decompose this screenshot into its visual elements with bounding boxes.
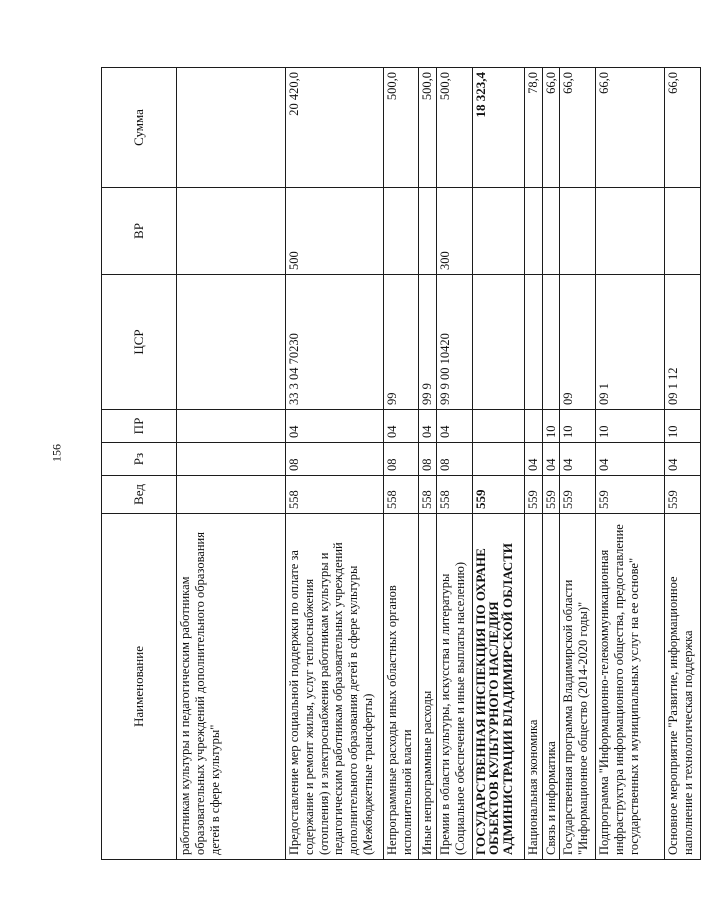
row-ved: 558 xyxy=(286,476,384,514)
row-vr xyxy=(177,188,286,275)
row-ved: 559 xyxy=(596,476,665,514)
row-sum: 500,0 xyxy=(419,68,437,188)
row-ved: 559 xyxy=(542,476,560,514)
row-name: Национальная экономика xyxy=(524,514,542,860)
row-pr: 04 xyxy=(286,410,384,443)
row-name: Предоставление мер социальной поддержки по оплате за содержание и ремонт жилья, услуг теплоснабжения (отопления) и электроснабжения работникам культуры и педагогическим работникам образовательных учреждений дополнительного образования детей в сфере культуры (Межбюджетные трансферты) xyxy=(286,514,384,860)
row-pr: 04 xyxy=(436,410,472,443)
row-rz: 04 xyxy=(665,443,701,476)
row-name: Непрограммные расходы иных областных органов исполнительной власти xyxy=(384,514,419,860)
row-name: Основное мероприятие "Развитие, информационное наполнение и технологическая поддержка xyxy=(665,514,701,860)
row-pr xyxy=(472,410,524,443)
row-name: Государственная программа Владимирской области "Информационное общество (2014-2020 годы)" xyxy=(560,514,596,860)
row-rz: 08 xyxy=(419,443,437,476)
table-row xyxy=(560,68,596,860)
row-csr: 09 1 xyxy=(596,275,665,410)
row-csr: 99 xyxy=(384,275,419,410)
row-rz: 04 xyxy=(596,443,665,476)
row-csr: 09 xyxy=(560,275,596,410)
table-row xyxy=(542,68,560,860)
row-csr xyxy=(524,275,542,410)
row-ved xyxy=(177,476,286,514)
row-vr xyxy=(596,188,665,275)
row-pr xyxy=(177,410,286,443)
row-pr xyxy=(524,410,542,443)
row-sum: 78,0 xyxy=(524,68,542,188)
row-sum: 500,0 xyxy=(384,68,419,188)
row-pr: 10 xyxy=(560,410,596,443)
row-rz: 08 xyxy=(384,443,419,476)
row-csr: 99 9 xyxy=(419,275,437,410)
row-rz xyxy=(177,443,286,476)
row-vr xyxy=(542,188,560,275)
row-csr xyxy=(472,275,524,410)
row-name: Премии в области культуры, искусства и литературы (Социальное обеспечение и иные выплаты населению) xyxy=(436,514,472,860)
row-vr xyxy=(665,188,701,275)
row-vr: 300 xyxy=(436,188,472,275)
row-name: Связь и информатика xyxy=(542,514,560,860)
row-sum xyxy=(177,68,286,188)
row-name: Подпрограмма "Информационно-телекоммуникационная инфраструктура информационного общества, предоставление государственных и муниципальных услуг на ее основе" xyxy=(596,514,665,860)
table-row xyxy=(665,68,701,860)
row-sum: 66,0 xyxy=(665,68,701,188)
row-sum: 500,0 xyxy=(436,68,472,188)
row-rz: 04 xyxy=(524,443,542,476)
row-ved: 558 xyxy=(419,476,437,514)
header-pr: ПР xyxy=(102,410,177,443)
budget-table xyxy=(101,67,701,860)
row-vr: 500 xyxy=(286,188,384,275)
row-ved: 559 xyxy=(665,476,701,514)
row-ved: 559 xyxy=(472,476,524,514)
row-vr xyxy=(560,188,596,275)
row-csr: 09 1 12 xyxy=(665,275,701,410)
row-vr xyxy=(419,188,437,275)
table-row xyxy=(384,68,419,860)
header-rz: Рз xyxy=(102,443,177,476)
row-pr: 10 xyxy=(542,410,560,443)
row-name: Иные непрограммные расходы xyxy=(419,514,437,860)
table-row xyxy=(436,68,472,860)
row-vr xyxy=(384,188,419,275)
header-sum: Сумма xyxy=(102,68,177,188)
row-pr: 10 xyxy=(665,410,701,443)
row-name: работникам культуры и педагогическим работникам образовательных учреждений дополнительного образования детей в сфере культуры" xyxy=(177,514,286,860)
row-ved: 559 xyxy=(560,476,596,514)
row-ved: 558 xyxy=(436,476,472,514)
row-vr xyxy=(472,188,524,275)
table-row xyxy=(177,68,286,860)
header-name: Наименование xyxy=(102,514,177,860)
header-csr: ЦСР xyxy=(102,275,177,410)
row-rz: 08 xyxy=(286,443,384,476)
row-sum: 18 323,4 xyxy=(472,68,524,188)
row-csr xyxy=(542,275,560,410)
row-rz: 04 xyxy=(542,443,560,476)
table-header-row xyxy=(102,68,177,860)
row-csr: 99 9 00 10420 xyxy=(436,275,472,410)
row-ved: 558 xyxy=(384,476,419,514)
row-csr: 33 3 04 70230 xyxy=(286,275,384,410)
table-row xyxy=(524,68,542,860)
rotated-table-wrapper xyxy=(101,68,701,860)
row-sum: 20 420,0 xyxy=(286,68,384,188)
row-name: ГОСУДАРСТВЕННАЯ ИНСПЕКЦИЯ ПО ОХРАНЕ ОБЪЕКТОВ КУЛЬТУРНОГО НАСЛЕДИЯ АДМИНИСТРАЦИИ ВЛАДИМИРСКОЙ ОБЛАСТИ xyxy=(472,514,524,860)
row-pr: 04 xyxy=(384,410,419,443)
table-row xyxy=(472,68,524,860)
table-row xyxy=(596,68,665,860)
row-sum: 66,0 xyxy=(560,68,596,188)
row-csr xyxy=(177,275,286,410)
row-sum: 66,0 xyxy=(542,68,560,188)
row-rz xyxy=(472,443,524,476)
table-row xyxy=(286,68,384,860)
row-pr: 10 xyxy=(596,410,665,443)
row-rz: 04 xyxy=(560,443,596,476)
header-ved: Вед xyxy=(102,476,177,514)
row-sum: 66,0 xyxy=(596,68,665,188)
header-vr: ВР xyxy=(102,188,177,275)
page-number: 156 xyxy=(49,444,64,462)
table-row xyxy=(419,68,437,860)
row-rz: 08 xyxy=(436,443,472,476)
row-ved: 559 xyxy=(524,476,542,514)
row-vr xyxy=(524,188,542,275)
row-pr: 04 xyxy=(419,410,437,443)
